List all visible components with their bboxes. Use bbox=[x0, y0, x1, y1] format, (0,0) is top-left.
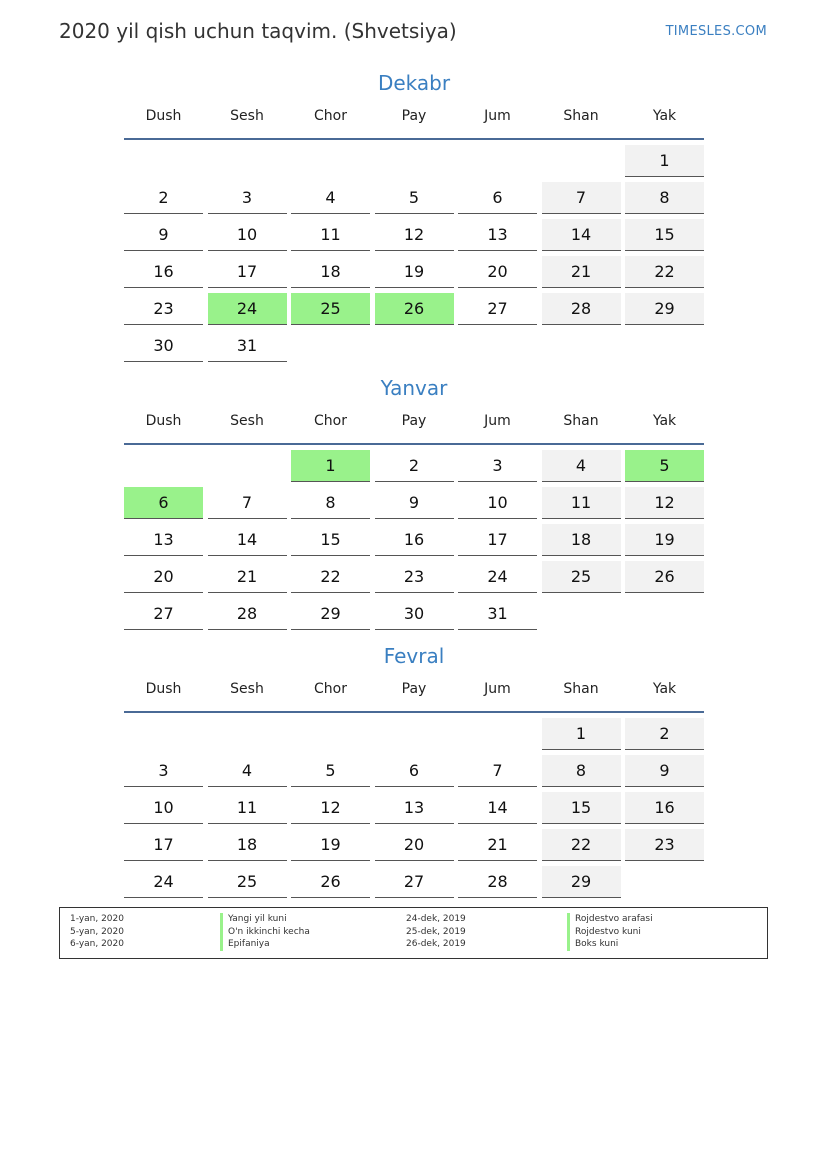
day-cell[interactable]: 23 bbox=[124, 293, 203, 325]
weekday-label: Jum bbox=[484, 413, 511, 429]
day-cell[interactable]: 22 bbox=[542, 829, 621, 861]
day-cell[interactable]: 9 bbox=[625, 755, 704, 787]
day-cell[interactable]: 4 bbox=[542, 450, 621, 482]
day-cell[interactable]: 28 bbox=[208, 598, 287, 630]
day-cell[interactable]: 26 bbox=[625, 561, 704, 593]
day-cell[interactable]: 14 bbox=[458, 792, 537, 824]
day-cell[interactable]: 9 bbox=[375, 487, 454, 519]
holiday-legend bbox=[59, 907, 768, 959]
day-cell[interactable]: 21 bbox=[542, 256, 621, 288]
holiday-day-cell[interactable]: 25 bbox=[291, 293, 370, 325]
day-cell[interactable]: 22 bbox=[291, 561, 370, 593]
day-cell[interactable]: 2 bbox=[375, 450, 454, 482]
day-cell[interactable]: 19 bbox=[291, 829, 370, 861]
day-cell[interactable]: 11 bbox=[542, 487, 621, 519]
day-cell[interactable]: 2 bbox=[124, 182, 203, 214]
legend-date: 6-yan, 2020 bbox=[70, 939, 124, 949]
day-cell[interactable]: 12 bbox=[291, 792, 370, 824]
holiday-day-cell[interactable]: 5 bbox=[625, 450, 704, 482]
day-cell[interactable]: 11 bbox=[291, 219, 370, 251]
day-cell[interactable]: 10 bbox=[124, 792, 203, 824]
day-cell[interactable]: 27 bbox=[458, 293, 537, 325]
day-cell[interactable]: 1 bbox=[542, 718, 621, 750]
holiday-day-cell[interactable]: 1 bbox=[291, 450, 370, 482]
day-cell[interactable]: 20 bbox=[375, 829, 454, 861]
weekday-header bbox=[124, 98, 704, 140]
day-cell[interactable]: 10 bbox=[208, 219, 287, 251]
weekday-label: Chor bbox=[314, 108, 347, 124]
day-cell[interactable]: 28 bbox=[458, 866, 537, 898]
site-link[interactable]: TIMESLES.COM bbox=[665, 24, 767, 39]
empty-cell bbox=[124, 145, 203, 176]
day-cell[interactable]: 30 bbox=[375, 598, 454, 630]
day-cell[interactable]: 13 bbox=[124, 524, 203, 556]
page-title: 2020 yil qish uchun taqvim. (Shvetsiya) bbox=[59, 19, 457, 43]
legend-names-left bbox=[220, 913, 310, 951]
day-cell[interactable]: 27 bbox=[124, 598, 203, 630]
day-cell[interactable]: 6 bbox=[375, 755, 454, 787]
day-cell[interactable]: 30 bbox=[124, 330, 203, 362]
day-cell[interactable]: 5 bbox=[291, 755, 370, 787]
day-cell[interactable]: 14 bbox=[208, 524, 287, 556]
day-cell[interactable]: 25 bbox=[208, 866, 287, 898]
legend-date: 24-dek, 2019 bbox=[406, 914, 466, 924]
day-cell[interactable]: 3 bbox=[124, 755, 203, 787]
weekday-label: Pay bbox=[401, 681, 427, 697]
legend-date: 26-dek, 2019 bbox=[406, 939, 466, 949]
day-cell[interactable]: 9 bbox=[124, 219, 203, 251]
day-cell[interactable]: 13 bbox=[375, 792, 454, 824]
day-cell[interactable]: 21 bbox=[458, 829, 537, 861]
holiday-day-cell[interactable]: 26 bbox=[375, 293, 454, 325]
legend-holiday-name: Rojdestvo arafasi bbox=[567, 913, 653, 926]
weekday-label: Shan bbox=[563, 681, 599, 697]
weekday-label: Dush bbox=[145, 681, 182, 697]
weekday-label: Yak bbox=[652, 413, 677, 429]
days-grid bbox=[124, 450, 704, 635]
weekday-label: Shan bbox=[563, 108, 599, 124]
day-cell[interactable]: 26 bbox=[291, 866, 370, 898]
day-cell[interactable]: 28 bbox=[542, 293, 621, 325]
day-cell[interactable]: 17 bbox=[124, 829, 203, 861]
weekday-label: Pay bbox=[401, 413, 427, 429]
day-cell[interactable]: 5 bbox=[375, 182, 454, 214]
empty-cell bbox=[458, 145, 537, 176]
day-cell[interactable]: 8 bbox=[291, 487, 370, 519]
days-grid bbox=[124, 145, 704, 367]
weekday-header bbox=[124, 671, 704, 713]
legend-date: 25-dek, 2019 bbox=[406, 926, 466, 937]
empty-cell bbox=[124, 718, 203, 749]
empty-cell bbox=[542, 145, 621, 176]
day-cell[interactable]: 16 bbox=[375, 524, 454, 556]
empty-cell bbox=[458, 718, 537, 749]
day-cell[interactable]: 6 bbox=[458, 182, 537, 214]
legend-date: 5-yan, 2020 bbox=[70, 926, 124, 937]
day-cell[interactable]: 18 bbox=[208, 829, 287, 861]
month-block-december bbox=[124, 68, 704, 367]
day-cell[interactable]: 10 bbox=[458, 487, 537, 519]
weekday-label: Dush bbox=[145, 413, 182, 429]
empty-cell bbox=[208, 718, 287, 749]
day-cell[interactable]: 17 bbox=[208, 256, 287, 288]
day-cell[interactable]: 20 bbox=[458, 256, 537, 288]
day-cell[interactable]: 25 bbox=[542, 561, 621, 593]
month-block-february bbox=[124, 641, 704, 903]
day-cell[interactable]: 31 bbox=[458, 598, 537, 630]
empty-cell bbox=[291, 718, 370, 749]
day-cell[interactable]: 29 bbox=[625, 293, 704, 325]
day-cell[interactable]: 12 bbox=[375, 219, 454, 251]
weekday-label: Chor bbox=[314, 413, 347, 429]
day-cell[interactable]: 29 bbox=[291, 598, 370, 630]
day-cell[interactable]: 19 bbox=[375, 256, 454, 288]
weekday-label: Dush bbox=[145, 108, 182, 124]
day-cell[interactable]: 24 bbox=[124, 866, 203, 898]
weekday-label: Yak bbox=[652, 681, 677, 697]
day-cell[interactable]: 2 bbox=[625, 718, 704, 750]
day-cell[interactable]: 19 bbox=[625, 524, 704, 556]
day-cell[interactable]: 15 bbox=[542, 792, 621, 824]
weekday-label: Sesh bbox=[230, 681, 264, 697]
legend-holiday-name: Yangi yil kuni bbox=[220, 913, 310, 926]
weekday-label: Jum bbox=[484, 108, 511, 124]
weekday-label: Chor bbox=[314, 681, 347, 697]
day-cell[interactable]: 17 bbox=[458, 524, 537, 556]
day-cell[interactable]: 23 bbox=[375, 561, 454, 593]
legend-holiday-name: Boks kuni bbox=[567, 938, 653, 951]
legend-names-right bbox=[567, 913, 653, 951]
day-cell[interactable]: 23 bbox=[625, 829, 704, 861]
day-cell[interactable]: 29 bbox=[542, 866, 621, 898]
weekday-header bbox=[124, 403, 704, 445]
day-cell[interactable]: 3 bbox=[208, 182, 287, 214]
weekday-label: Pay bbox=[401, 108, 427, 124]
month-title: Yanvar bbox=[380, 376, 448, 400]
weekday-label: Yak bbox=[652, 108, 677, 124]
empty-cell bbox=[291, 145, 370, 176]
day-cell[interactable]: 4 bbox=[208, 755, 287, 787]
empty-cell bbox=[208, 450, 287, 481]
day-cell[interactable]: 22 bbox=[625, 256, 704, 288]
month-block-january bbox=[124, 373, 704, 635]
weekday-label: Sesh bbox=[230, 413, 264, 429]
day-cell[interactable]: 7 bbox=[542, 182, 621, 214]
day-cell[interactable]: 14 bbox=[542, 219, 621, 251]
weekday-label: Jum bbox=[484, 681, 511, 697]
day-cell[interactable]: 3 bbox=[458, 450, 537, 482]
month-title: Fevral bbox=[383, 644, 445, 668]
day-cell[interactable]: 1 bbox=[625, 145, 704, 177]
legend-dates-right bbox=[406, 913, 466, 951]
day-cell[interactable]: 27 bbox=[375, 866, 454, 898]
day-cell[interactable]: 13 bbox=[458, 219, 537, 251]
day-cell[interactable]: 15 bbox=[625, 219, 704, 251]
day-cell[interactable]: 21 bbox=[208, 561, 287, 593]
empty-cell bbox=[124, 450, 203, 481]
day-cell[interactable]: 7 bbox=[458, 755, 537, 787]
legend-holiday-name: Epifaniya bbox=[220, 938, 310, 951]
legend-dates-left bbox=[70, 913, 124, 951]
day-cell[interactable]: 12 bbox=[625, 487, 704, 519]
holiday-day-cell[interactable]: 6 bbox=[124, 487, 203, 519]
day-cell[interactable]: 20 bbox=[124, 561, 203, 593]
weekday-label: Sesh bbox=[230, 108, 264, 124]
day-cell[interactable]: 15 bbox=[291, 524, 370, 556]
day-cell[interactable]: 4 bbox=[291, 182, 370, 214]
month-title: Dekabr bbox=[377, 71, 451, 95]
legend-date: 1-yan, 2020 bbox=[70, 914, 124, 924]
legend-holiday-name: O'n ikkinchi kecha bbox=[220, 926, 310, 939]
day-cell[interactable]: 7 bbox=[208, 487, 287, 519]
days-grid bbox=[124, 718, 704, 903]
empty-cell bbox=[375, 718, 454, 749]
day-cell[interactable]: 8 bbox=[542, 755, 621, 787]
empty-cell bbox=[375, 145, 454, 176]
day-cell[interactable]: 16 bbox=[625, 792, 704, 824]
day-cell[interactable]: 16 bbox=[124, 256, 203, 288]
empty-cell bbox=[208, 145, 287, 176]
day-cell[interactable]: 31 bbox=[208, 330, 287, 362]
day-cell[interactable]: 11 bbox=[208, 792, 287, 824]
legend-holiday-name: Rojdestvo kuni bbox=[567, 926, 653, 939]
day-cell[interactable]: 18 bbox=[542, 524, 621, 556]
weekday-label: Shan bbox=[563, 413, 599, 429]
day-cell[interactable]: 18 bbox=[291, 256, 370, 288]
day-cell[interactable]: 24 bbox=[458, 561, 537, 593]
day-cell[interactable]: 8 bbox=[625, 182, 704, 214]
holiday-day-cell[interactable]: 24 bbox=[208, 293, 287, 325]
